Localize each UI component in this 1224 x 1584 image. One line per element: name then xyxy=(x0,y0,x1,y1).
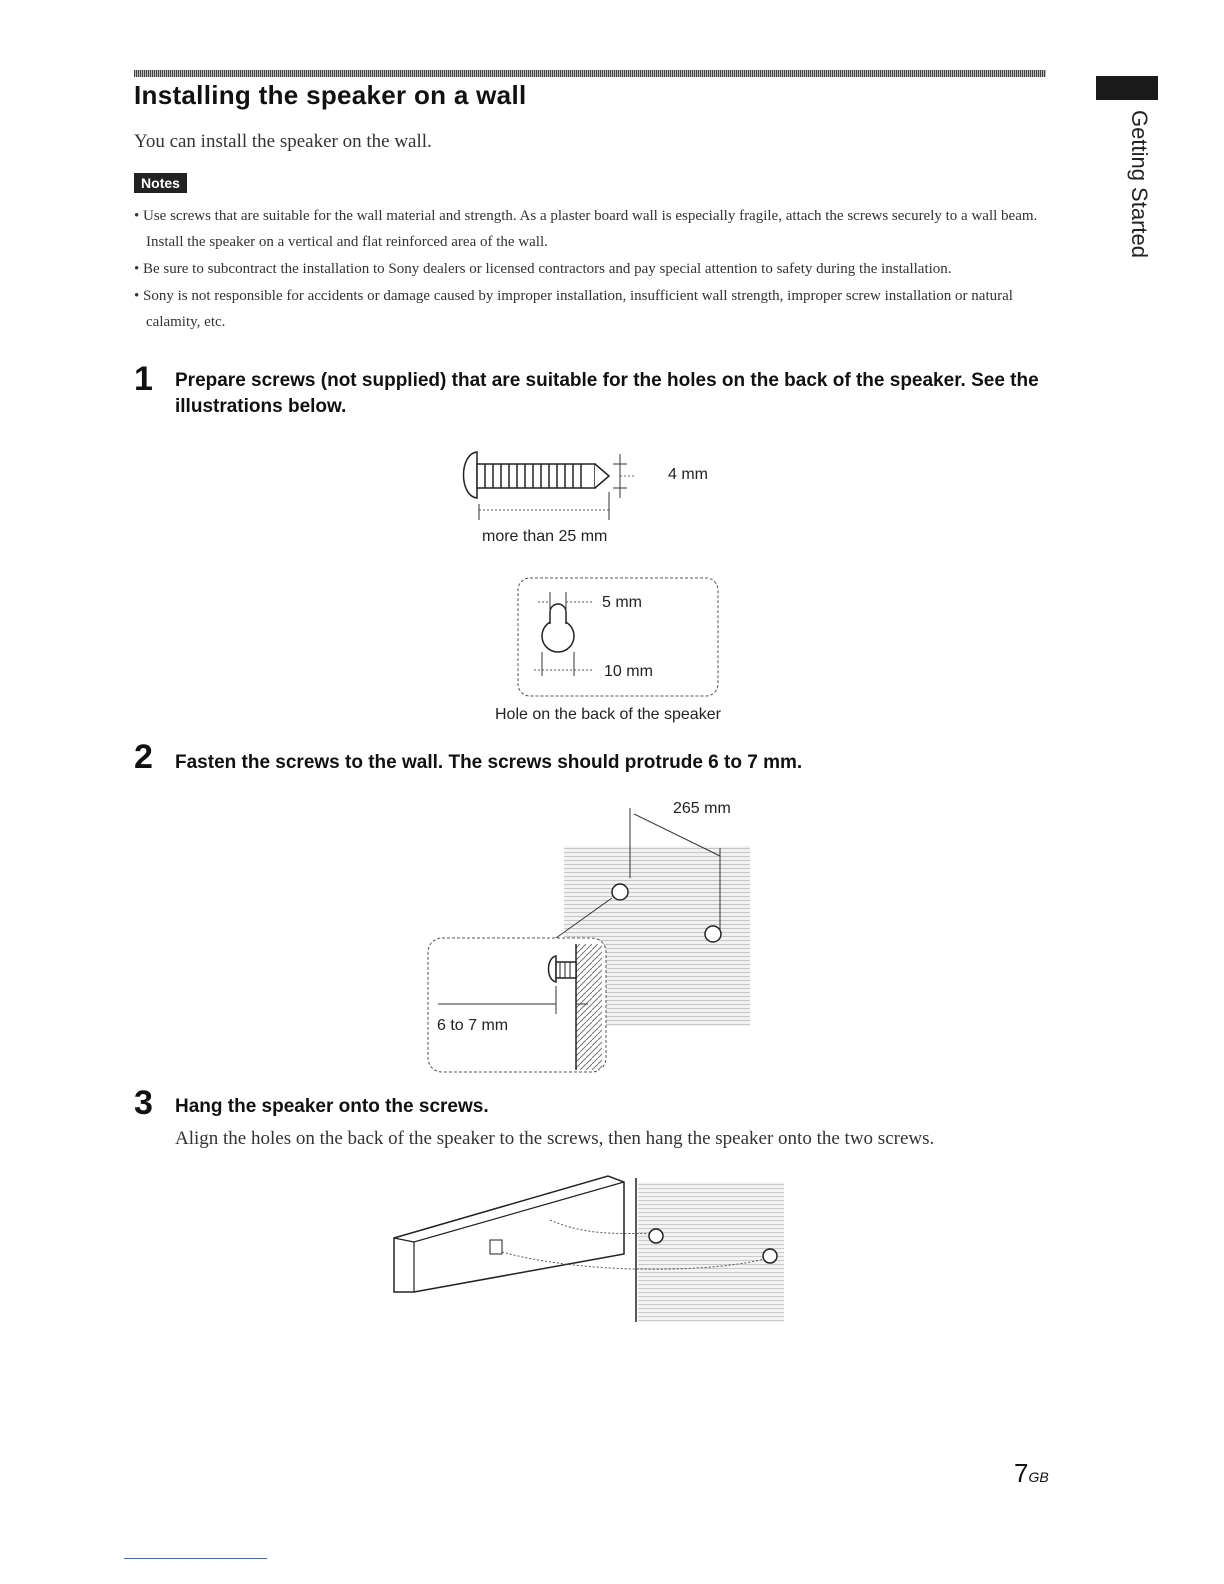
chapter-side-title: Getting Started xyxy=(1127,110,1152,258)
note-item: • Use screws that are suitable for the wall material and strength. As a plaster board wall is especially fragile, attach the screws securely to a wall beam. Install the speaker on a vertical and flat reinforced area of the wall. xyxy=(134,203,1044,255)
hole-caption: Hole on the back of the speaker xyxy=(495,706,721,723)
wall-screws-illustration xyxy=(424,800,760,1080)
step-1-text: Prepare screws (not supplied) that are suitable for the holes on the back of the speaker. See the illustrations below. xyxy=(175,370,1039,417)
screw-spacing-label: 265 mm xyxy=(673,800,731,817)
section-title: Installing the speaker on a wall xyxy=(134,80,527,110)
step-2-text: Fasten the screws to the wall. The screws should protrude 6 to 7 mm. xyxy=(175,752,803,773)
step-2-number: 2 xyxy=(134,738,153,776)
step-3-number: 3 xyxy=(134,1084,153,1122)
screw-length-label: more than 25 mm xyxy=(482,528,608,545)
note-item: • Sony is not responsible for accidents or damage caused by improper installation, insufficient wall strength, improper screw installation or natural calamity, etc. xyxy=(134,283,1044,335)
hole-wide-label: 10 mm xyxy=(604,663,653,680)
footer-line xyxy=(124,1558,267,1559)
screw-diameter-label: 4 mm xyxy=(668,466,708,483)
protrusion-label: 6 to 7 mm xyxy=(437,1017,509,1034)
note-item: • Be sure to subcontract the installation to Sony dealers or licensed contractors and pay special attention to safety during the installation. xyxy=(134,256,1044,282)
step-3-detail: Align the holes on the back of the speaker to the screws, then hang the speaker onto the two screws. xyxy=(175,1128,935,1149)
speaker-hanging-illustration xyxy=(390,1172,790,1328)
page-number xyxy=(1014,1458,1049,1489)
screw-illustration xyxy=(455,448,635,524)
chapter-tab-marker xyxy=(1096,76,1158,100)
page-number-value: 7 xyxy=(1014,1458,1029,1488)
intro-text: You can install the speaker on the wall. xyxy=(134,131,432,152)
step-3-text: Hang the speaker onto the screws. xyxy=(175,1096,489,1117)
section-rule xyxy=(134,70,1046,77)
step-1-number: 1 xyxy=(134,360,153,398)
notes-list xyxy=(134,203,1044,336)
hole-narrow-label: 5 mm xyxy=(602,594,642,611)
notes-badge: Notes xyxy=(134,173,187,193)
page-number-suffix: GB xyxy=(1028,1469,1049,1485)
